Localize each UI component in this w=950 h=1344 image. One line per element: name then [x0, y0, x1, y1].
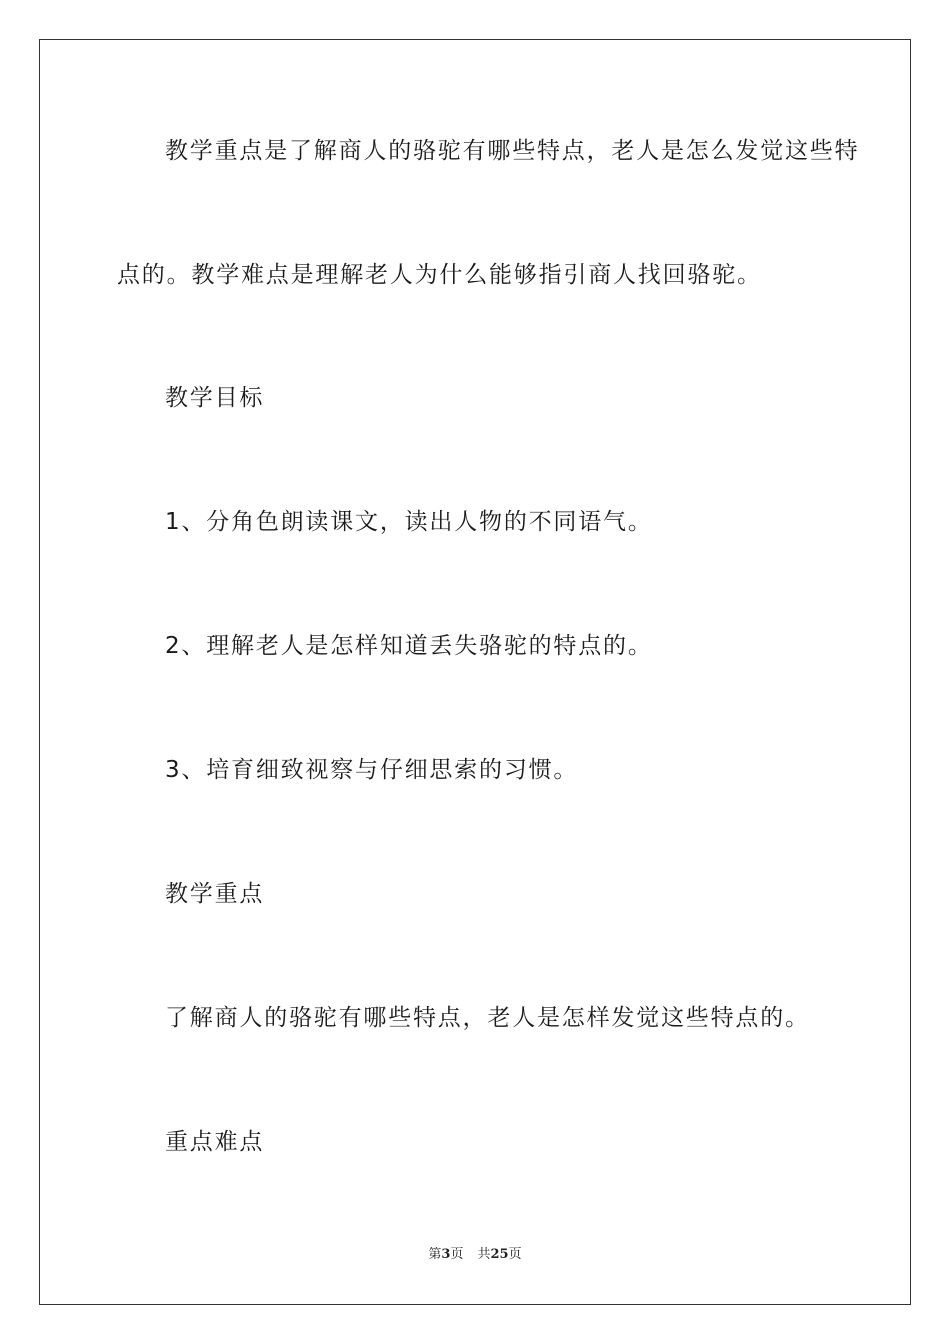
paragraph-line-2: 点的。教学难点是理解老人为什么能够指引商人找回骆驼。 — [117, 262, 762, 288]
footer-page-prefix: 第 — [428, 1247, 442, 1262]
page-border — [39, 39, 911, 1305]
heading-teaching-goals: 教学目标 — [165, 385, 265, 411]
footer-total-pages: 25 — [490, 1247, 509, 1262]
footer-total-suffix: 页 — [508, 1247, 522, 1262]
footer-page-number: 3 — [441, 1247, 451, 1262]
paragraph-line-1: 教学重点是了解商人的骆驼有哪些特点，老人是怎么发觉这些特 — [165, 138, 860, 164]
goal-item-1: 1、分角色朗读课文，读出人物的不同语气。 — [165, 509, 653, 535]
goal-item-2: 2、理解老人是怎样知道丢失骆驼的特点的。 — [165, 633, 653, 659]
heading-teaching-focus: 教学重点 — [165, 881, 265, 907]
goal-item-3: 3、培育细致视察与仔细思索的习惯。 — [165, 757, 579, 783]
footer-total-prefix: 共 — [477, 1247, 491, 1262]
focus-text: 了解商人的骆驼有哪些特点，老人是怎样发觉这些特点的。 — [165, 1005, 810, 1031]
heading-key-difficulties: 重点难点 — [165, 1129, 265, 1155]
page-footer — [0, 1246, 950, 1264]
footer-page-suffix: 页 — [450, 1247, 464, 1262]
